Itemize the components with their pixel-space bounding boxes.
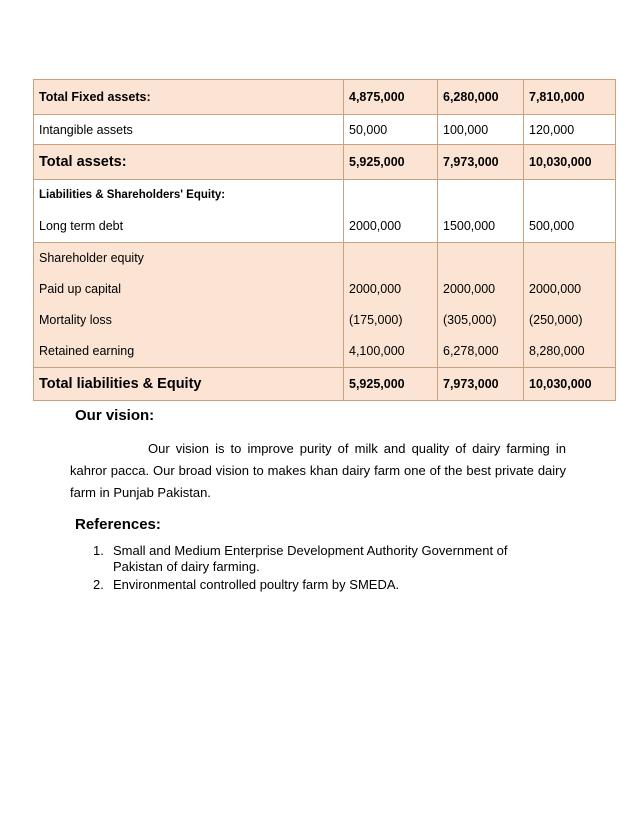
row-label: Total assets: — [34, 145, 344, 180]
value-year-2: 7,973,000 — [438, 368, 524, 401]
value-year-3: 2000,000 — [529, 282, 582, 296]
table-row — [34, 115, 616, 145]
value-year-1: 5,925,000 — [344, 145, 438, 180]
list-number: 1. — [93, 543, 104, 558]
value-year-1: 50,000 — [344, 115, 438, 145]
row-label — [34, 243, 344, 368]
references-heading: References: — [75, 516, 161, 533]
list-item — [93, 577, 553, 593]
table-row — [34, 145, 616, 180]
line-label: Mortality loss — [39, 313, 112, 327]
value-year-2: 100,000 — [438, 115, 524, 145]
reference-text: Environmental controlled poultry farm by SMEDA. — [113, 577, 400, 592]
value-year-2: (305,000) — [443, 313, 497, 327]
section-heading: Shareholder equity — [39, 251, 144, 265]
value-year-1: 5,925,000 — [344, 368, 438, 401]
vision-heading: Our vision: — [75, 407, 155, 424]
table-row — [34, 180, 616, 243]
value-year-3: 500,000 — [529, 219, 575, 233]
value-year-1: 2000,000 — [349, 282, 402, 296]
value-year-3: 8,280,000 — [529, 344, 585, 358]
value-year-3: 10,030,000 — [524, 145, 616, 180]
row-label: Intangible assets — [34, 115, 344, 145]
vision-paragraph: Our vision is to improve purity of milk and quality of dairy farming in kahror pacca. Our broad vision to makes khan dairy farm one of the best private dairy farm in Punjab Pakistan. — [70, 441, 566, 500]
line-label: Paid up capital — [39, 282, 122, 296]
balance-sheet-table — [33, 79, 616, 401]
list-number: 2. — [93, 577, 104, 592]
value-year-1: (175,000) — [349, 313, 403, 327]
value-year-1: 2000,000 — [349, 219, 402, 233]
references-list — [93, 543, 553, 595]
value-year-1: 4,875,000 — [344, 80, 438, 115]
list-item — [93, 543, 553, 575]
value-year-2: 6,278,000 — [443, 344, 499, 358]
value-year-2: 7,973,000 — [438, 145, 524, 180]
value-year-2: 6,280,000 — [438, 80, 524, 115]
table-row — [34, 368, 616, 401]
row-label: Total Fixed assets: — [34, 80, 344, 115]
row-label — [34, 180, 344, 243]
line-label: Long term debt — [39, 219, 124, 233]
table-row — [34, 80, 616, 115]
value-year-3: 120,000 — [524, 115, 616, 145]
value-year-3: 10,030,000 — [524, 368, 616, 401]
value-year-2: 1500,000 — [443, 219, 496, 233]
section-heading: Liabilities & Shareholders' Equity: — [39, 189, 226, 201]
value-year-2: 2000,000 — [443, 282, 496, 296]
row-label: Total liabilities & Equity — [34, 368, 344, 401]
value-year-3: (250,000) — [529, 313, 583, 327]
line-label: Retained earning — [39, 344, 135, 358]
value-year-3: 7,810,000 — [524, 80, 616, 115]
table-row — [34, 243, 616, 368]
value-year-1: 4,100,000 — [349, 344, 405, 358]
reference-text: Small and Medium Enterprise Development Authority Government of Pakistan of dairy farming. — [113, 543, 508, 574]
